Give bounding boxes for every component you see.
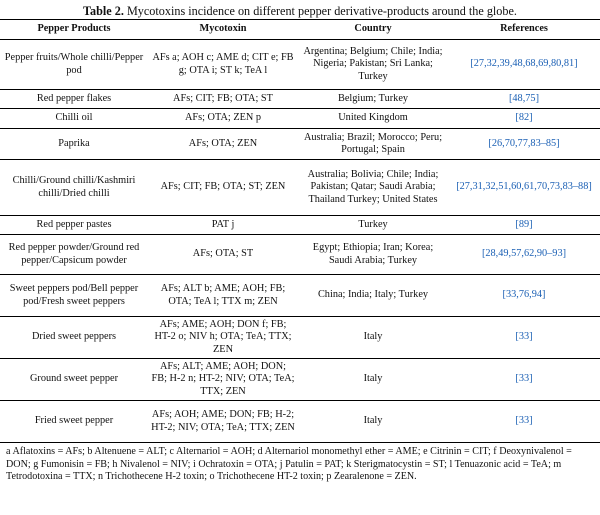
table-row bbox=[0, 275, 600, 317]
country-cell: Argentina; Belgium; Chile; India; Nigeria; Pakistan; Sri Lanka; Turkey bbox=[298, 40, 448, 90]
header-country: Country bbox=[298, 20, 448, 40]
caption-text: Mycotoxins incidence on different pepper derivative-products around the globe. bbox=[126, 4, 517, 18]
mycotoxin-cell: PAT j bbox=[148, 216, 298, 235]
table-row bbox=[0, 216, 600, 235]
mycotoxin-cell: AFs; CIT; FB; OTA; ST; ZEN bbox=[148, 160, 298, 216]
country-cell: Belgium; Turkey bbox=[298, 90, 448, 109]
product-cell: Sweet peppers pod/Bell pepper pod/Fresh sweet peppers bbox=[0, 275, 148, 317]
table-row bbox=[0, 317, 600, 359]
mycotoxin-cell: AFs; AME; AOH; DON f; FB; HT-2 o; NIV h; OTA; TeA; TTX; ZEN bbox=[148, 317, 298, 359]
references-link[interactable]: [27,31,32,51,60,61,70,73,83–88] bbox=[448, 160, 600, 216]
caption-label: Table 2. bbox=[83, 4, 124, 18]
mycotoxin-cell: AFs; OTA; ZEN bbox=[148, 129, 298, 160]
table-row bbox=[0, 90, 600, 109]
table-row bbox=[0, 129, 600, 160]
country-cell: United Kingdom bbox=[298, 109, 448, 129]
table-row bbox=[0, 359, 600, 401]
header-pepper-products: Pepper Products bbox=[0, 20, 148, 40]
country-cell: Italy bbox=[298, 401, 448, 443]
table-row bbox=[0, 235, 600, 275]
product-cell: Red pepper flakes bbox=[0, 90, 148, 109]
product-cell: Paprika bbox=[0, 129, 148, 160]
table-row bbox=[0, 109, 600, 129]
mycotoxin-table bbox=[0, 19, 600, 443]
table-caption bbox=[0, 0, 600, 19]
product-cell: Ground sweet pepper bbox=[0, 359, 148, 401]
table-row bbox=[0, 160, 600, 216]
country-cell: Egypt; Ethiopia; Iran; Korea; Saudi Arabia; Turkey bbox=[298, 235, 448, 275]
product-cell: Pepper fruits/Whole chilli/Pepper pod bbox=[0, 40, 148, 90]
references-link[interactable]: [33] bbox=[448, 317, 600, 359]
product-cell: Red pepper pastes bbox=[0, 216, 148, 235]
country-cell: Australia; Bolivia; Chile; India; Pakistan; Qatar; Saudi Arabia; Thailand Turkey; United States bbox=[298, 160, 448, 216]
mycotoxin-cell: AFs; CIT; FB; OTA; ST bbox=[148, 90, 298, 109]
mycotoxin-cell: AFs; OTA; ZEN p bbox=[148, 109, 298, 129]
references-link[interactable]: [48,75] bbox=[448, 90, 600, 109]
mycotoxin-cell: AFs; ALT; AME; AOH; DON; FB; H-2 n; HT-2; NIV; OTA; TeA; TTX; ZEN bbox=[148, 359, 298, 401]
references-link[interactable]: [82] bbox=[448, 109, 600, 129]
references-link[interactable]: [89] bbox=[448, 216, 600, 235]
country-cell: China; India; Italy; Turkey bbox=[298, 275, 448, 317]
references-link[interactable]: [33] bbox=[448, 359, 600, 401]
table-footnote: a Aflatoxins = AFs; b Altenuene = ALT; c Alternariol = AOH; d Alternariol monomethyl ether = AME; e Citrinin = CIT; f Deoxynivalenol = DON; g Fumonisin = FB; h Nivalenol = NIV; i Ochratoxin = OTA; j Patulin = PAT; k Sterigmatocystin = ST; l Tenuazonic acid = TeA; m Tetrodotoxina = TTX; n Trichothecene H-2 toxin; o Trichothecene HT-2 toxin; p Zearalenone = ZEN. bbox=[6, 446, 572, 483]
mycotoxin-cell: AFs; ALT b; AME; AOH; FB; OTA; TeA l; TTX m; ZEN bbox=[148, 275, 298, 317]
product-cell: Fried sweet pepper bbox=[0, 401, 148, 443]
product-cell: Dried sweet peppers bbox=[0, 317, 148, 359]
mycotoxin-cell: AFs a; AOH c; AME d; CIT e; FB g; OTA i; ST k; TeA l bbox=[148, 40, 298, 90]
mycotoxin-cell: AFs; OTA; ST bbox=[148, 235, 298, 275]
product-cell: Chilli/Ground chilli/Kashmiri chilli/Dried chilli bbox=[0, 160, 148, 216]
table-row bbox=[0, 40, 600, 90]
product-cell: Red pepper powder/Ground red pepper/Capsicum powder bbox=[0, 235, 148, 275]
country-cell: Italy bbox=[298, 359, 448, 401]
references-link[interactable]: [28,49,57,62,90–93] bbox=[448, 235, 600, 275]
references-link[interactable]: [33,76,94] bbox=[448, 275, 600, 317]
country-cell: Turkey bbox=[298, 216, 448, 235]
product-cell: Chilli oil bbox=[0, 109, 148, 129]
references-link[interactable]: [27,32,39,48,68,69,80,81] bbox=[448, 40, 600, 90]
references-link[interactable]: [26,70,77,83–85] bbox=[448, 129, 600, 160]
header-mycotoxin: Mycotoxin bbox=[148, 20, 298, 40]
header-references: References bbox=[448, 20, 600, 40]
country-cell: Australia; Brazil; Morocco; Peru; Portugal; Spain bbox=[298, 129, 448, 160]
references-link[interactable]: [33] bbox=[448, 401, 600, 443]
header-row bbox=[0, 20, 600, 40]
table-row bbox=[0, 401, 600, 443]
mycotoxin-cell: AFs; AOH; AME; DON; FB; H-2; HT-2; NIV; OTA; TeA; TTX; ZEN bbox=[148, 401, 298, 443]
country-cell: Italy bbox=[298, 317, 448, 359]
